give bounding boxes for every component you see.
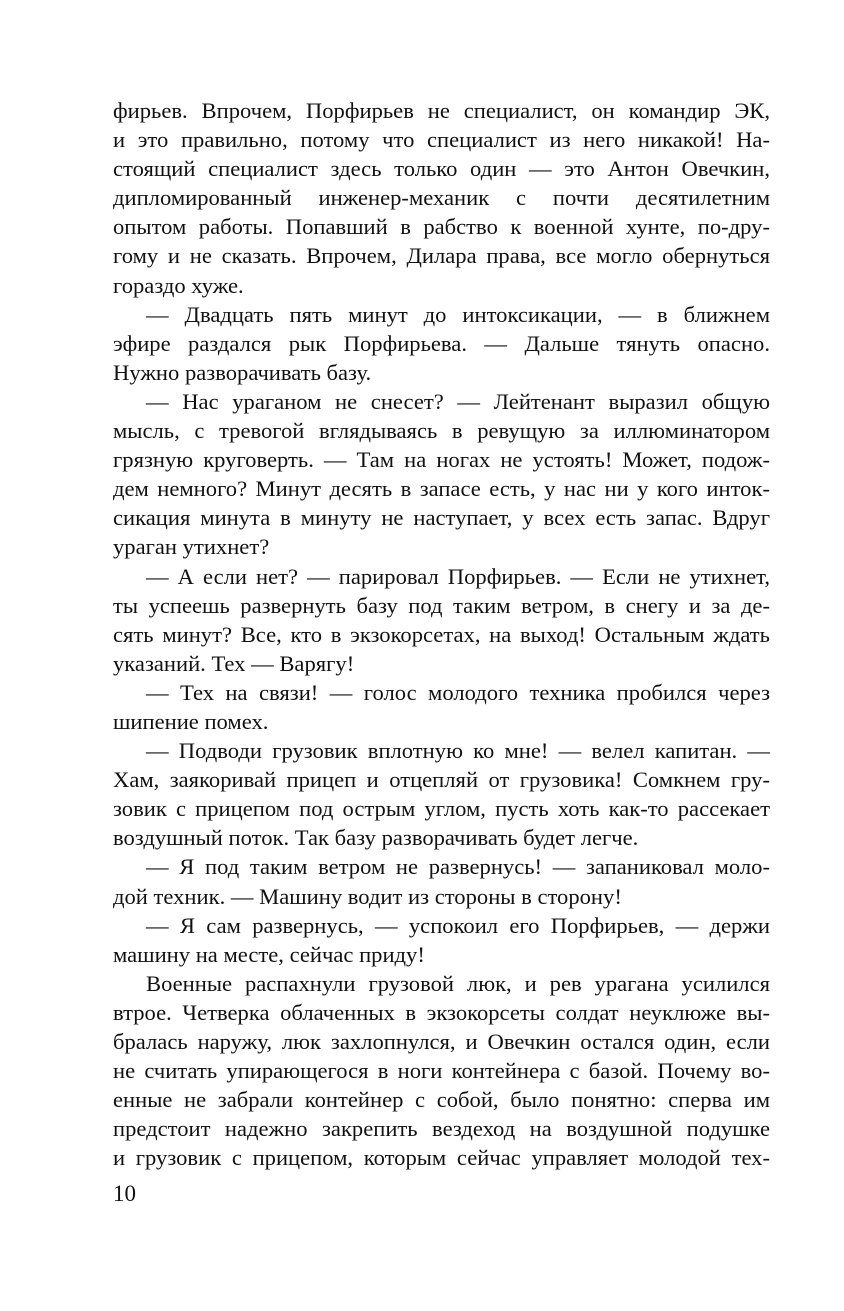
text-line: предстоит надежно закрепить вездеход на воздушной подушке — [113, 1116, 770, 1142]
text-line: эфире раздался рык Порфирьева. — Дальше тянуть опасно. — [113, 330, 770, 356]
text-line: — Тех на связи! — голос молодого техника пробился через — [146, 679, 770, 705]
text-line: бралась наружу, люк захлопнулся, и Овечкин остался один, если — [113, 1029, 770, 1054]
text-line: — А если нет? — парировал Порфирьев. — Если не утихнет, — [146, 563, 770, 589]
text-line: Хам, заякоривай прицеп и отцепляй от грузовика! Сомкнем гру- — [113, 767, 770, 793]
text-line: — Подводи грузовик вплотную ко мне! — велел капитан. — — [146, 738, 770, 764]
text-line: — Нас ураганом не снесет? — Лейтенант выразил общую — [146, 388, 770, 414]
text-line: зовик с прицепом под острым углом, пусть хоть как-то рассекает — [113, 796, 770, 822]
text-line: ураган утихнет? — [113, 534, 270, 560]
paragraph — [113, 969, 770, 1173]
paragraph — [113, 387, 770, 562]
text-line: енные не забрали контейнер с собой, было понятно: сперва им — [113, 1087, 770, 1113]
text-line: стоящий специалист здесь только один — это Антон Овечкин, — [113, 156, 770, 182]
body-text — [113, 96, 770, 1172]
text-line: — Двадцать пять минут до интоксикации, — в ближнем — [146, 301, 770, 327]
paragraph — [113, 852, 770, 910]
text-line: опытом работы. Попавший в рабство к военной хунте, по-дру- — [113, 214, 770, 240]
text-line: не считать упирающегося в ноги контейнера с базой. Почему во- — [113, 1058, 770, 1084]
text-line: втрое. Четверка облаченных в экзокорсеты солдат неуклюже вы- — [113, 999, 770, 1025]
text-line: и это правильно, потому что специалист из него никакой! На- — [113, 127, 770, 153]
text-line: дипломированный инженер-механик с почти десятилетним — [113, 185, 770, 211]
page-number: 10 — [113, 1181, 136, 1206]
text-line: дой техник. — Машину водит из стороны в сторону! — [113, 883, 622, 909]
paragraph — [113, 736, 770, 852]
text-line: шипение помех. — [113, 708, 269, 734]
text-line: мысль, с тревогой вглядываясь в ревущую за иллюминатором — [113, 418, 770, 444]
paragraph — [113, 911, 770, 969]
text-line: Военные распахнули грузовой люк, и рев урагана усилился — [146, 970, 770, 996]
text-line: гому и не сказать. Впрочем, Дилара права, все могло обернуться — [113, 243, 770, 269]
text-line: — Я сам развернусь, — успокоил его Порфирьев, — держи — [146, 912, 770, 938]
text-line: воздушный поток. Так базу разворачивать будет легче. — [113, 825, 639, 851]
text-line: ты успеешь развернуть базу под таким ветром, в снегу и за де- — [113, 592, 770, 618]
text-line: грязную круговерть. — Там на ногах не устоять! Может, подож- — [113, 447, 770, 473]
text-line: гораздо хуже. — [113, 272, 244, 298]
text-line: Нужно разворачивать базу. — [113, 359, 372, 385]
paragraph — [113, 96, 770, 300]
text-line: — Я под таким ветром не развернусь! — запаниковал моло- — [146, 854, 770, 880]
paragraph — [113, 678, 770, 736]
paragraph — [113, 562, 770, 678]
text-line: сять минут? Все, кто в экзокорсетах, на выход! Остальным ждать — [113, 621, 770, 647]
text-line: дем немного? Минут десять в запасе есть, у нас ни у кого инток- — [113, 476, 770, 502]
text-line: сикация минута в минуту не наступает, у всех есть запас. Вдруг — [113, 505, 770, 531]
text-line: и грузовик с прицепом, которым сейчас управляет молодой тех- — [113, 1145, 770, 1171]
text-line: фирьев. Впрочем, Порфирьев не специалист, он командир ЭК, — [113, 98, 770, 123]
paragraph — [113, 300, 770, 387]
text-line: указаний. Тех — Варягу! — [113, 650, 355, 676]
text-line: машину на месте, сейчас приду! — [113, 941, 425, 967]
